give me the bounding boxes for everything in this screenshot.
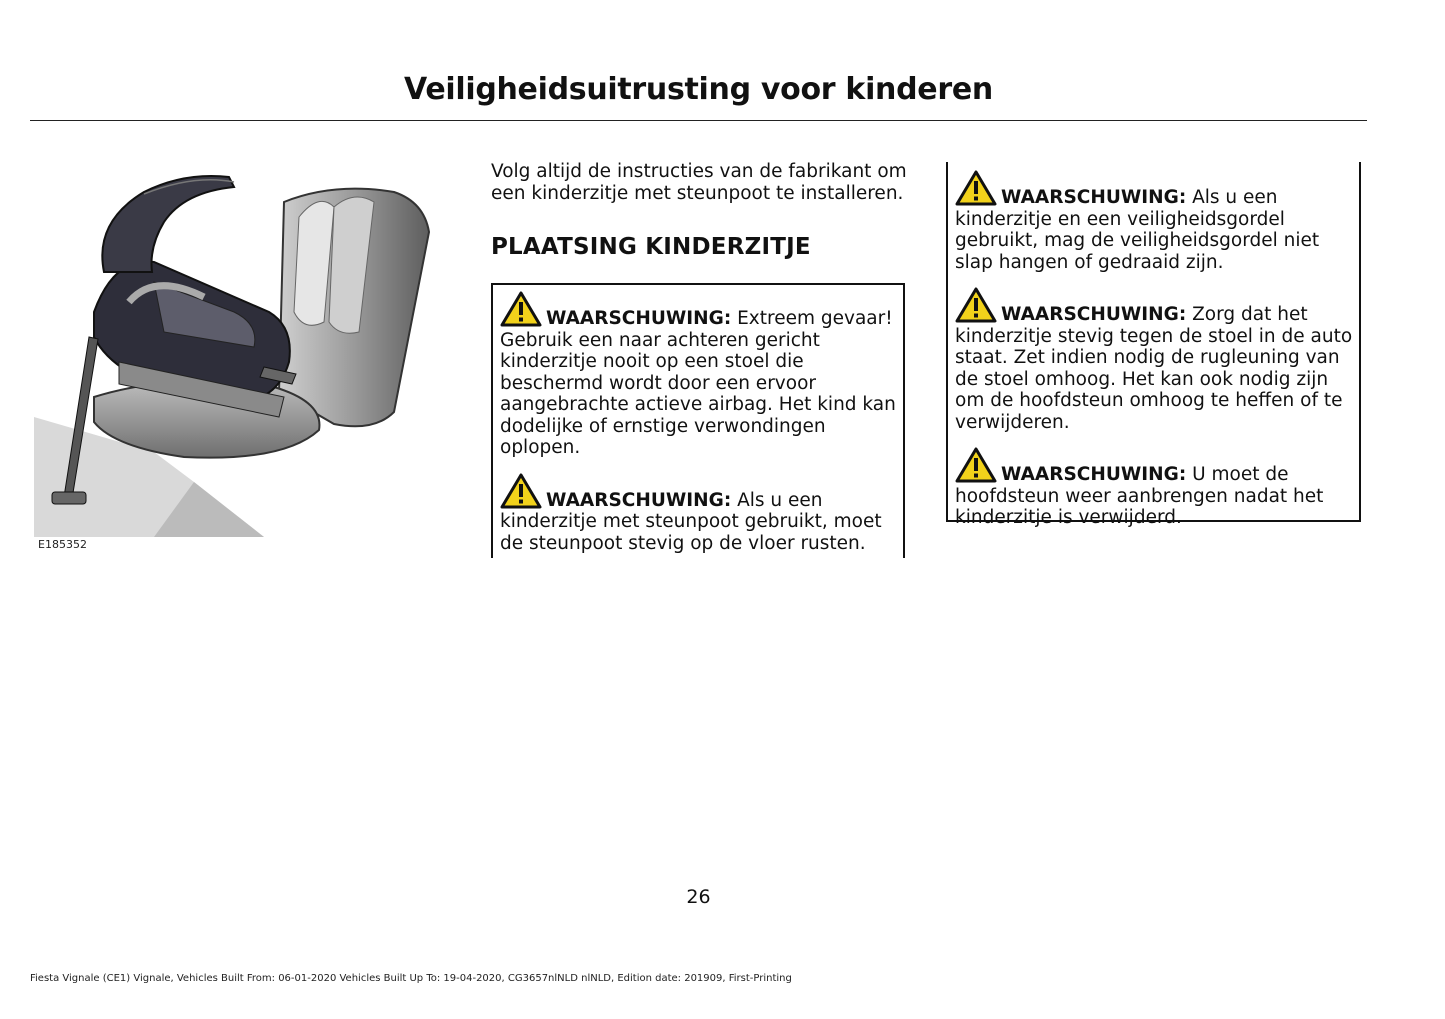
warning-text: Als u een kinderzitje met steunpoot gebruikt, moet de steunpoot stevig op de vloer rusten.	[500, 489, 882, 554]
child-seat-illustration	[34, 162, 434, 537]
warning-item	[955, 170, 1353, 273]
warning-text: Extreem gevaar! Gebruik een naar achteren gericht kinderzitje nooit op een stoel die beschermd wordt door een ervoor aangebrachte actieve airbag. Het kind kan dodelijke of ernstige verwondingen oplopen.	[500, 308, 896, 458]
warning-text: Als u een kinderzitje en een veiligheidsgordel gebruikt, mag de veiligheidsgordel niet slap hangen of gedraaid zijn.	[955, 187, 1320, 273]
warning-triangle-icon	[500, 291, 542, 327]
warning-text: Zorg dat het kinderzitje stevig tegen de stoel in de auto staat. Zet indien nodig de rugleuning van de stoel omhoog. Het kan ook nodig zijn om de hoofdsteun omhoog te heffen of te verwijderen.	[955, 304, 1353, 433]
warning-label: WAARSCHUWING:	[1001, 187, 1187, 208]
page-number: 26	[686, 886, 711, 908]
warning-text: U moet de hoofdsteun weer aanbrengen nadat het kinderzitje is verwijderd.	[955, 464, 1324, 528]
intro-text: Volg altijd de instructies van de fabrikant om een kinderzitje met steunpoot te installeren.	[491, 161, 907, 204]
warning-label: WAARSCHUWING:	[1001, 464, 1187, 485]
warning-item	[955, 287, 1353, 433]
warning-triangle-icon	[955, 447, 997, 483]
warning-label: WAARSCHUWING:	[546, 308, 732, 329]
footer-edition-info: Fiesta Vignale (CE1) Vignale, Vehicles Built From: 06-01-2020 Vehicles Built Up To: 19-04-2020, CG3657nlNLD nlNLD, Edition date: 201909, First-Printing	[30, 973, 792, 984]
page-title: Veiligheidsuitrusting voor kinderen	[404, 72, 993, 107]
title-divider	[30, 120, 1367, 121]
warning-label: WAARSCHUWING:	[1001, 304, 1187, 325]
warning-item	[500, 473, 897, 555]
warning-triangle-icon	[500, 473, 542, 509]
warning-item	[500, 291, 897, 459]
warning-box-left	[491, 283, 905, 558]
warning-label: WAARSCHUWING:	[546, 489, 732, 511]
figure-id: E185352	[38, 538, 87, 551]
section-heading: PLAATSING KINDERZITJE	[491, 234, 811, 260]
warning-triangle-icon	[955, 170, 997, 206]
warning-item	[955, 447, 1353, 529]
warning-triangle-icon	[955, 287, 997, 323]
warning-box-right	[946, 162, 1361, 528]
